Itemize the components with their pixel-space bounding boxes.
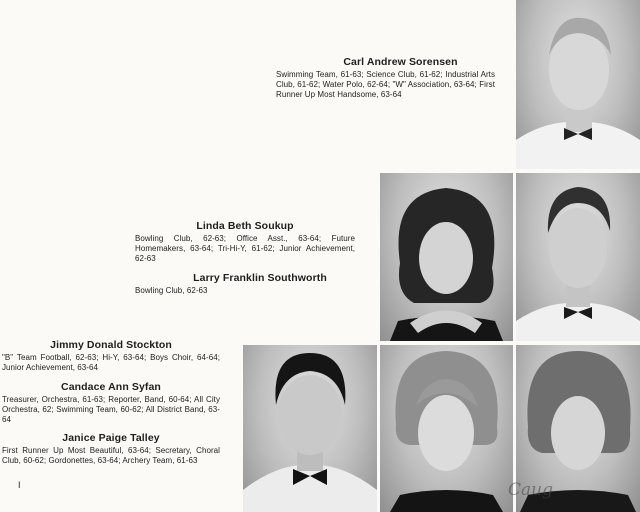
- student-entry-syfan: [2, 381, 220, 425]
- student-name: Linda Beth Soukup: [196, 220, 294, 232]
- student-name: Janice Paige Talley: [62, 432, 160, 444]
- student-activities: "B" Team Football, 62-63; Hi-Y, 63-64; Boys Choir, 64-64; Junior Achievement, 63-64: [2, 353, 220, 372]
- student-name: Larry Franklin Southworth: [193, 272, 327, 284]
- student-activities: First Runner Up Most Beautiful, 63-64; Secretary, Choral Club, 60-62; Gordonettes, 63-64; Archery Team, 61-63: [2, 446, 220, 465]
- student-entry-stockton: [2, 339, 220, 373]
- student-name: Jimmy Donald Stockton: [50, 339, 172, 351]
- student-entry-talley: [2, 432, 220, 466]
- portrait-sorensen: [516, 0, 640, 169]
- portrait-southworth: [516, 173, 640, 341]
- student-activities: Bowling Club, 62-63; Office Asst., 63-64; Future Homemakers, 63-64; Tri-Hi-Y, 61-62; Junior Achievement, 62-63: [135, 234, 355, 263]
- student-entry-southworth: [135, 272, 355, 296]
- margin-mark: I: [18, 480, 21, 490]
- student-name: Candace Ann Syfan: [61, 381, 161, 393]
- student-entry-soukup: [135, 220, 355, 264]
- student-activities: Swimming Team, 61-63; Science Club, 61-62; Industrial Arts Club, 61-62; Water Polo, 62-64; "W" Association, 63-64; First Runner Up Most Handsome, 63-64: [276, 70, 495, 99]
- portrait-soukup: [380, 173, 513, 341]
- student-name: Carl Andrew Sorensen: [343, 56, 458, 68]
- portrait-stockton: [243, 345, 377, 512]
- portrait-syfan: [380, 345, 513, 512]
- student-activities: Treasurer, Orchestra, 61-63; Reporter, Band, 60-64; All City Orchestra, 62; Swimming Team, 60-62; All District Band, 63-64: [2, 395, 220, 424]
- student-activities: Bowling Club, 62-63: [135, 286, 208, 295]
- student-entry-sorensen: [276, 56, 495, 100]
- photographer-signature: Caug: [508, 480, 553, 500]
